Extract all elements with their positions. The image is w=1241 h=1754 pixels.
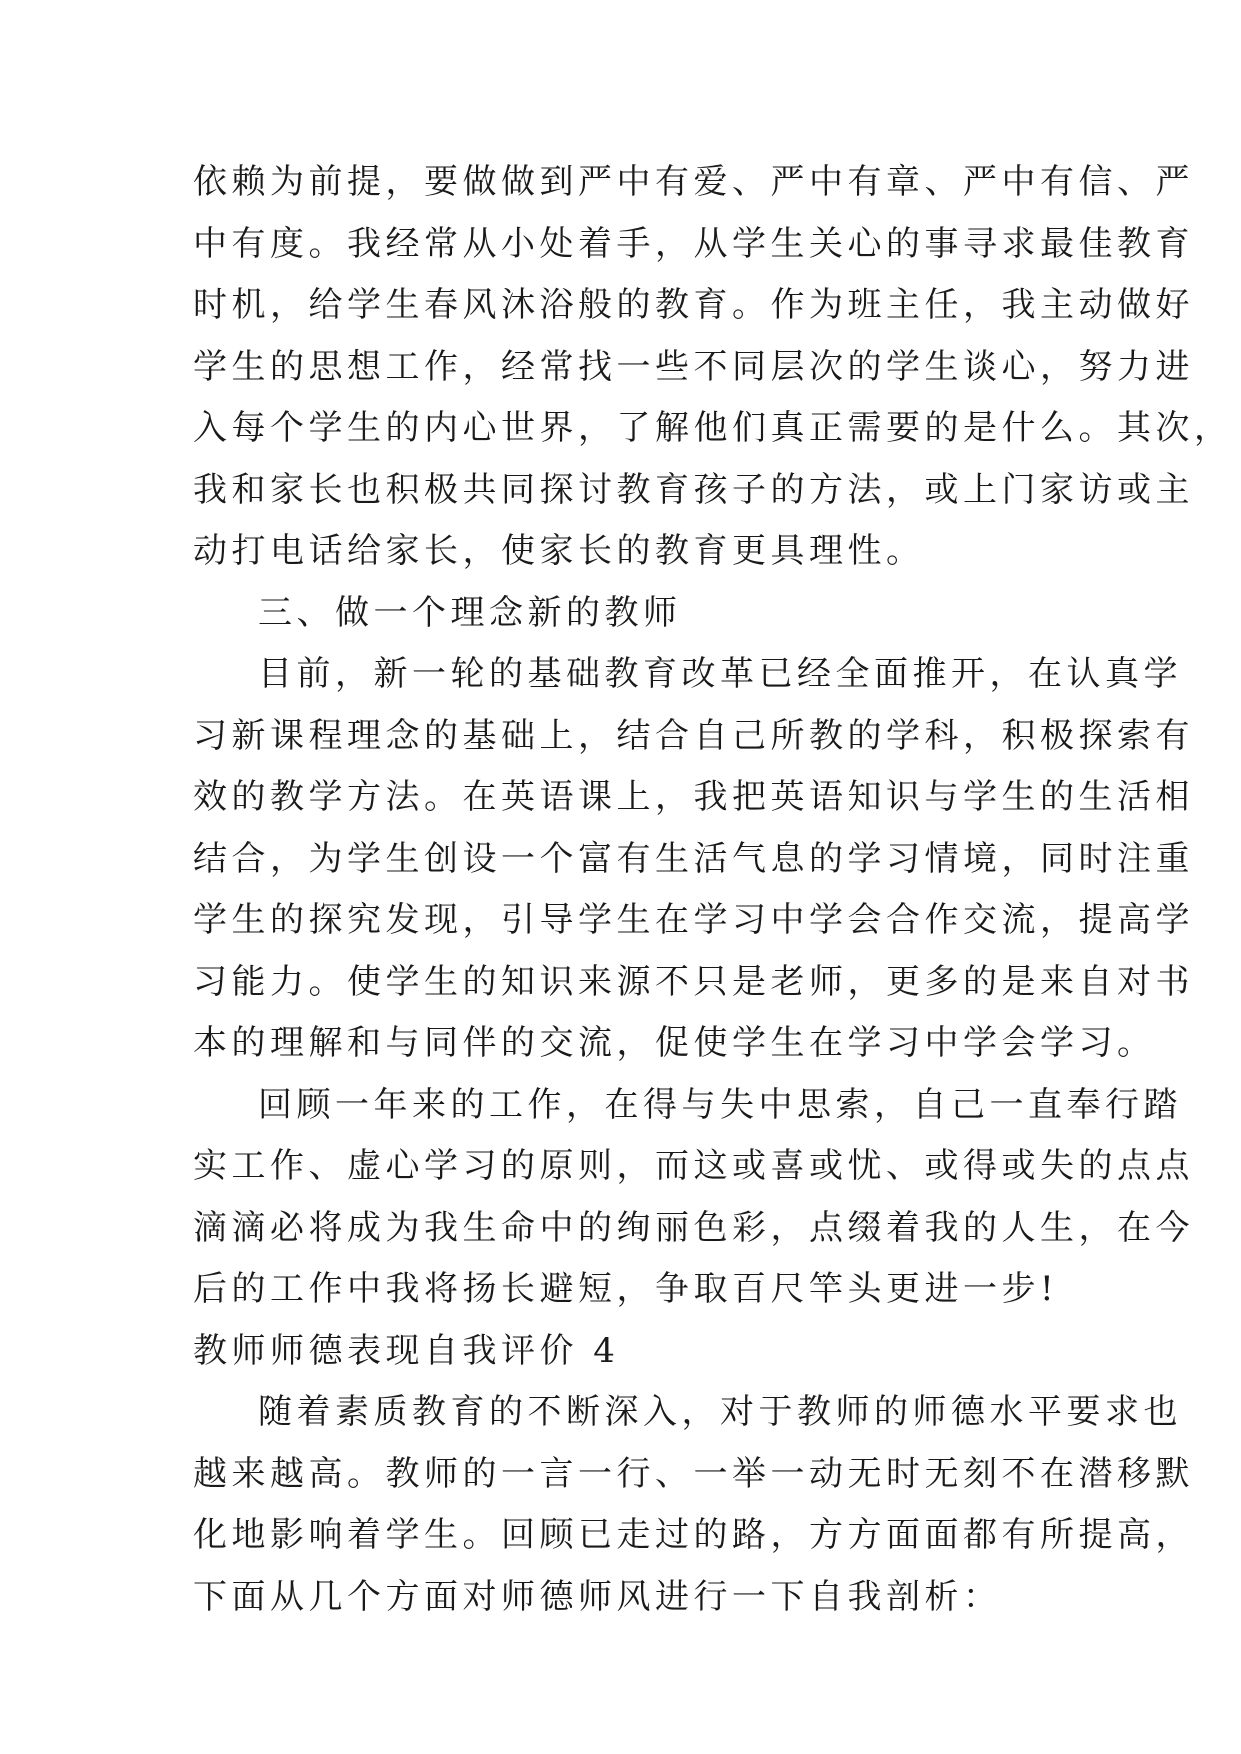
text-line: 效的教学方法。在英语课上，我把英语知识与学生的生活相 [193,777,1194,817]
text-line: 习能力。使学生的知识来源不只是老师，更多的是来自对书 [193,961,1194,1002]
text-line: 动打电话给家长，使家长的教育更具理性。 [193,531,925,571]
text-line: 实工作、虚心学习的原则，而这或喜或忧、或得或失的点点 [193,1146,1194,1186]
section-title: 教师师德表现自我评价 4 [193,1330,620,1371]
paragraph-first-line: 回顾一年来的工作，在得与失中思索，自己一直奉行踏 [258,1084,1182,1125]
text-line: 下面从几个方面对师德师风进行一下自我剖析： [193,1576,1002,1617]
text-line: 依赖为前提，要做做到严中有爱、严中有章、严中有信、严 [193,162,1194,202]
text-line: 后的工作中我将扬长避短，争取百尺竿头更进一步! [193,1269,1059,1309]
text-line: 中有度。我经常从小处着手，从学生关心的事寻求最佳教育 [193,223,1194,264]
text-line: 本的理解和与同伴的交流，促使学生在学习中学会学习。 [193,1023,1156,1063]
document-text [193,152,1233,1628]
text-line: 滴滴必将成为我生命中的绚丽色彩，点缀着我的人生，在今 [193,1207,1194,1248]
paragraph-first-line: 随着素质教育的不断深入，对于教师的师德水平要求也 [258,1392,1182,1432]
text-line: 习新课程理念的基础上，结合自己所教的学科，积极探索有 [193,715,1194,756]
text-line: 学生的思想工作，经常找一些不同层次的学生谈心，努力进 [193,346,1194,387]
text-line: 学生的探究发现，引导学生在学习中学会合作交流，提高学 [193,900,1194,940]
text-line: 结合，为学生创设一个富有生活气息的学习情境，同时注重 [193,838,1194,879]
text-line: 越来越高。教师的一言一行、一举一动无时无刻不在潜移默 [193,1453,1194,1494]
text-line: 化地影响着学生。回顾已走过的路，方方面面都有所提高， [193,1515,1194,1555]
text-line: 时机，给学生春风沐浴般的教育。作为班主任，我主动做好 [193,285,1194,325]
text-line: 我和家长也积极共同探讨教育孩子的方法，或上门家访或主 [193,469,1194,510]
text-line: 入每个学生的内心世界，了解他们真正需要的是什么。其次， [193,408,1233,448]
section-heading: 三、做一个理念新的教师 [258,592,682,633]
paragraph-first-line: 目前，新一轮的基础教育改革已经全面推开，在认真学 [258,654,1182,694]
